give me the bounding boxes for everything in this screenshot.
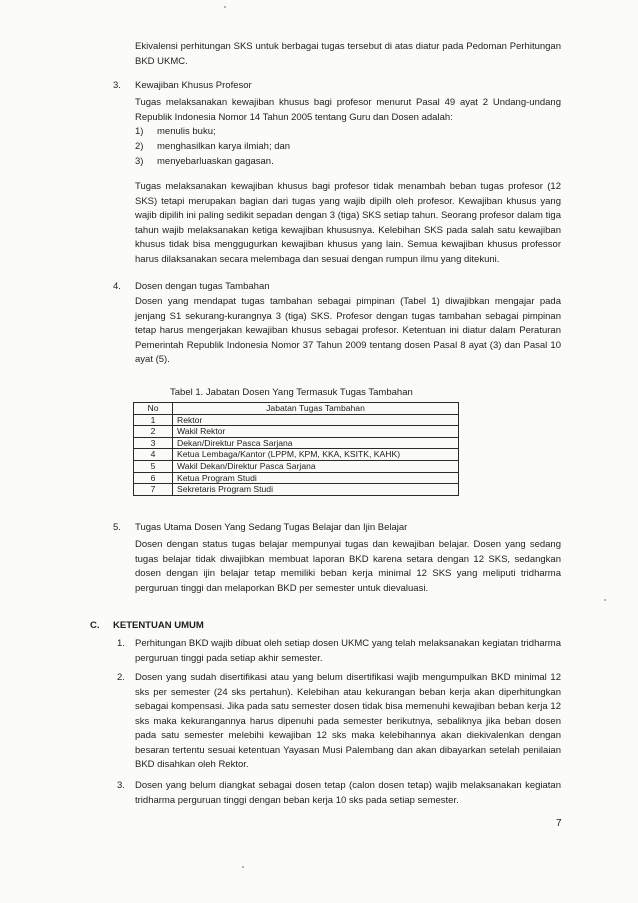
section-c-title: KETENTUAN UMUM <box>113 620 204 631</box>
subitem-2-number: 2) <box>135 141 144 152</box>
item-4-title: Dosen dengan tugas Tambahan <box>135 281 270 292</box>
table-cell-jabatan: Wakil Rektor <box>173 426 459 438</box>
section-c-letter: C. <box>90 620 100 631</box>
item-4-number: 4. <box>113 281 121 292</box>
c-item-3-number: 3. <box>117 780 125 791</box>
item-5-paragraph: Dosen dengan status tugas belajar mempunyai tugas dan kewajiban belajar. Dosen yang sedang tugas belajar tidak diwajibkan membuat laporan BKD karena setara dengan 12 SKS, sedangkan dosen dengan ijin belajar tetap memiliki beban kerja minimal 12 SKS yang meliputi tridharma perguruan tinggi dan melaporkan BKD per semester untuk dievaluasi. <box>135 539 561 594</box>
c-item-2-text: Dosen yang sudah disertifikasi atau yang belum disertifikasi wajib mengumpulkan BKD minimal 12 sks per semester (24 sks pertahun). Kelebihan atau kekurangan beban kerja akan diperhitungkan sebagai kompensasi. Jika pada satu semester dosen tidak bisa memenuhi kewajiban beban kerja 12 sks maka kekurangannya harus dipenuhi pada semester berikutnya, sebaliknya jika beban dosen pada satu semester melebihi kewajiban 12 sks maka kelebihannya akan diekivalenkan dengan besaran tertentu sesuai ketentuan Yayasan Musi Palembang dan akan dibayarkan setelah penilaian BKD disahkan oleh Rektor. <box>135 672 561 770</box>
subitem-3-text: menyebarluaskan gagasan. <box>157 156 274 167</box>
item-3-paragraph: Tugas melaksanakan kewajiban khusus bagi profesor tidak menambah beban tugas profesor (12 SKS) tetapi merupakan bagian dari tugas yang wajib dipilh oleh profesor. Kewajiban khusus yang wajib dipilih ini paling sedikit sepadan dengan 3 (tiga) SKS setiap tahun. Seorang profesor dalam tiga tahun wajib melaksanakan ketiga kewajiban khususnya. Kelebihan SKS pada salah satu kewajiban khusus tidak bisa menggugurkan kewajiban khusus yang lain. Semua kewajiban khusus professor harus dilaksanakan secara melembaga dan sesuai dengan rumpun ilmu yang ditekuni. <box>135 181 561 265</box>
table-cell-jabatan: Dekan/Direktur Pasca Sarjana <box>173 437 459 449</box>
table-caption: Tabel 1. Jabatan Dosen Yang Termasuk Tugas Tambahan <box>170 387 413 398</box>
table-cell-no: 5 <box>134 460 173 472</box>
jabatan-table <box>133 402 459 496</box>
item-5-title: Tugas Utama Dosen Yang Sedang Tugas Belajar dan Ijin Belajar <box>135 522 408 533</box>
table-row <box>134 437 459 449</box>
subitem-2-text: menghasilkan karya ilmiah; dan <box>157 141 291 152</box>
table-header-jabatan: Jabatan Tugas Tambahan <box>173 403 459 415</box>
c-item-1-number: 1. <box>117 638 125 649</box>
table-header-no: No <box>134 403 173 415</box>
table-cell-no: 1 <box>134 414 173 426</box>
table-header-row <box>134 403 459 415</box>
item-3-title: Kewajiban Khusus Profesor <box>135 80 252 91</box>
subitem-3-number: 3) <box>135 156 144 167</box>
table-row <box>134 460 459 472</box>
table-cell-no: 3 <box>134 437 173 449</box>
table-row <box>134 484 459 496</box>
item-3-lead: Tugas melaksanakan kewajiban khusus bagi profesor menurut Pasal 49 ayat 2 Undang-undang Republik Indonesia Nomor 14 Tahun 2005 tentang Guru dan Dosen adalah: <box>135 97 561 123</box>
table-cell-no: 4 <box>134 449 173 461</box>
table-cell-jabatan: Rektor <box>173 414 459 426</box>
scan-speck <box>224 6 226 8</box>
c-item-3-text: Dosen yang belum diangkat sebagai dosen tetap (calon dosen tetap) wajib melaksanakan kegiatan tridharma perguruan tinggi dengan beban kerja 10 sks pada setiap semester. <box>135 780 561 806</box>
scan-speck <box>242 866 244 868</box>
table-row <box>134 414 459 426</box>
scan-speck <box>604 599 606 601</box>
table-row <box>134 472 459 484</box>
table-cell-jabatan: Sekretaris Program Studi <box>173 484 459 496</box>
table-cell-jabatan: Ketua Program Studi <box>173 472 459 484</box>
page-number: 7 <box>556 818 562 829</box>
intro-paragraph: Ekivalensi perhitungan SKS untuk berbagai tugas tersebut di atas diatur pada Pedoman Perhitungan BKD UKMC. <box>135 41 561 67</box>
table-cell-no: 2 <box>134 426 173 438</box>
subitem-1-text: menulis buku; <box>157 126 216 137</box>
c-item-1-text: Perhitungan BKD wajib dibuat oleh setiap dosen UKMC yang telah melaksanakan kegiatan tridharma perguruan tinggi pada setiap akhir semester. <box>135 638 561 664</box>
table-cell-jabatan: Wakil Dekan/Direktur Pasca Sarjana <box>173 460 459 472</box>
item-5-number: 5. <box>113 522 121 533</box>
item-3-number: 3. <box>113 80 121 91</box>
item-4-paragraph: Dosen yang mendapat tugas tambahan sebagai pimpinan (Tabel 1) diwajibkan mengajar pada jenjang S1 sekurang-kurangnya 3 (tiga) SKS. Profesor dengan tugas tambahan sebagai pimpinan tetap harus mengerjakan kewajiban khusus sebagai profesor. Ketentuan ini diatur dalam Peraturan Pemerintah Republik Indonesia Nomor 37 Tahun 2009 tentang dosen Pasal 8 ayat (3) dan Pasal 10 ayat (5). <box>135 296 561 365</box>
c-item-2-number: 2. <box>117 672 125 683</box>
table-cell-jabatan: Ketua Lembaga/Kantor (LPPM, KPM, KKA, KSITK, KAHK) <box>173 449 459 461</box>
table-cell-no: 7 <box>134 484 173 496</box>
subitem-1-number: 1) <box>135 126 144 137</box>
table-row <box>134 426 459 438</box>
table-cell-no: 6 <box>134 472 173 484</box>
table-row <box>134 449 459 461</box>
